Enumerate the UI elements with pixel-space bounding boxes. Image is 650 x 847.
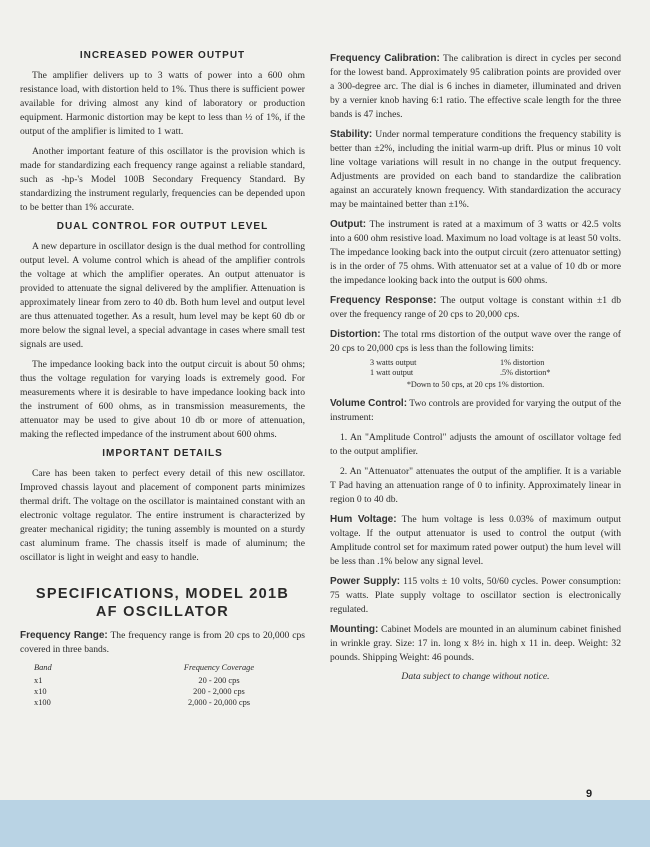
stability-label: Stability: bbox=[330, 129, 373, 140]
volume-control-item-2: 2. An "Attenuator" attenuates the output of the amplifier. It is a variable T Pad having an attenuation range of 0 to infinity. Approximately linear in region 0 to 40 db. bbox=[330, 466, 621, 505]
hum-voltage-text: The hum voltage is less 0.03% of maximum output voltage. If the output attenuator is used to control the output (with Amplitude control set for maximum rated power output) the hum level will be less than .1% below any signal level. bbox=[330, 514, 621, 567]
calibration-text: The calibration is direct in cycles per second for the lowest band. Approximately 95 calibration points are provided over a 300-degree arc. The dial is 6 inches in diameter, illuminated and driven by a vernier knob having 6:1 ratio. The effective scale length for the three bands is 47 inches. bbox=[330, 53, 621, 120]
calibration-spec bbox=[330, 52, 621, 122]
dual-control-paragraph-2: The impedance looking back into the output circuit is about 50 ohms; thus the voltage regulation for varying loads is extremely good. For measurements where it is desirable to have impedance looking back into the instrument of 600 ohms, as in transmission measurements, the attenuator may be used to give about 10 db or more of attenuation, making the reflected impedance of the instrument about 600 ohms. bbox=[20, 359, 305, 440]
frequency-response-text: The output voltage is constant within ±1 db over the frequency range of 20 cps to 20,000 cps. bbox=[330, 295, 621, 320]
distortion-value-cell: .5% distortion* bbox=[500, 368, 551, 377]
table-row bbox=[370, 358, 551, 368]
frequency-response-label: Frequency Response: bbox=[330, 295, 437, 306]
distortion-value-cell: 1% distortion bbox=[500, 358, 545, 367]
volume-control-item-1: 1. An "Amplitude Control" adjusts the amount of oscillator voltage fed to the output amplifier. bbox=[330, 432, 621, 457]
power-paragraph-1: The amplifier delivers up to 3 watts of power into a 600 ohm resistance load, with distortion held to 1%. Thus there is sufficient power available for driving almost any kind of laboratory or production equipment. Harmonic distortion may be kept to less than ½ of 1%, if the output of the amplifier is limited to 1 watt. bbox=[20, 70, 305, 137]
specifications-title bbox=[20, 585, 305, 621]
distortion-footnote: *Down to 50 cps, at 20 cps 1% distortion. bbox=[406, 380, 545, 389]
stability-text: Under normal temperature conditions the frequency stability is better than ±2%, including the initial warm-up drift. Plus or minus 10 volt line voltage variations will result in no change in the output frequency. Adjustments are provided on each band to standardize the calibration against an accurately known frequency. With standardization the accuracy may be maintained better than ±1%. bbox=[330, 129, 621, 210]
frequency-band-table bbox=[34, 663, 294, 708]
coverage-cell: 200 - 2,000 cps bbox=[193, 687, 245, 696]
distortion-text: The total rms distortion of the output wave over the range of 20 cps to 20,000 cps is less than the following limits: bbox=[330, 329, 621, 354]
distortion-table bbox=[370, 358, 551, 378]
change-notice: Data subject to change without notice. bbox=[401, 671, 550, 682]
hum-voltage-spec bbox=[330, 513, 621, 569]
band-cell: x10 bbox=[34, 687, 47, 696]
volume-control-spec bbox=[330, 397, 621, 425]
mounting-label: Mounting: bbox=[330, 624, 379, 635]
hum-voltage-label: Hum Voltage: bbox=[330, 514, 397, 525]
frequency-range-text: The frequency range is from 20 cps to 20,000 cps covered in three bands. bbox=[20, 630, 305, 655]
table-row bbox=[34, 697, 294, 708]
table-header-row bbox=[34, 663, 294, 675]
frequency-response-spec bbox=[330, 294, 621, 322]
band-cell: x1 bbox=[34, 676, 43, 685]
details-paragraph: Care has been taken to perfect every detail of this new oscillator. Improved chassis layout and placement of component parts minimizes thermal drift. The voltage on the oscillator is maintained constant with an electronic voltage regulator. The entire instrument is characterized by greater mechanical rigidity; the tuning assembly is mounted on a sturdy cast aluminum frame. The chassis itself is made of aluminum; the oscillator is light in weight and easy to handle. bbox=[20, 468, 305, 563]
coverage-column-header: Frequency Coverage bbox=[183, 663, 255, 672]
mounting-text: Cabinet Models are mounted in an aluminum cabinet finished in wrinkle gray. Size: 17 in. long x 8½ in. high x 11 in. deep. Weight: 32 pounds. Shipping Weight: 46 pounds. bbox=[330, 624, 621, 663]
specifications-title-line-1: SPECIFICATIONS, MODEL 201B bbox=[35, 586, 290, 602]
left-column bbox=[20, 44, 305, 708]
page-number: 9 bbox=[586, 788, 593, 800]
right-column bbox=[330, 52, 621, 682]
footer-band bbox=[0, 800, 650, 847]
output-spec bbox=[330, 218, 621, 288]
coverage-cell: 20 - 200 cps bbox=[198, 676, 240, 685]
stability-spec bbox=[330, 128, 621, 212]
output-label: Output: bbox=[330, 219, 367, 230]
mounting-spec bbox=[330, 623, 621, 665]
details-heading: IMPORTANT DETAILS bbox=[102, 448, 223, 459]
frequency-range-spec bbox=[20, 629, 305, 657]
volume-control-text: Two controls are provided for varying the output of the instrument: bbox=[330, 398, 621, 423]
power-level-cell: 1 watt output bbox=[370, 368, 414, 377]
calibration-label: Frequency Calibration: bbox=[330, 53, 440, 64]
volume-control-label: Volume Control: bbox=[330, 398, 408, 409]
power-supply-spec bbox=[330, 575, 621, 617]
power-supply-label: Power Supply: bbox=[330, 576, 401, 587]
power-paragraph-2: Another important feature of this oscillator is the provision which is made for standardizing each frequency range against a reliable standard, such as -hp-'s Model 100B Secondary Frequency Standard. By standardizing the instrument regularly, frequencies can be depended upon to be better than 1% accurate. bbox=[20, 146, 305, 213]
band-cell: x100 bbox=[34, 698, 51, 707]
table-row bbox=[370, 368, 551, 378]
distortion-spec bbox=[330, 328, 621, 356]
table-row bbox=[34, 686, 294, 697]
power-heading: INCREASED POWER OUTPUT bbox=[79, 50, 246, 61]
dual-control-paragraph-1: A new departure in oscillator design is the dual method for controlling output level. A volume control which is ahead of the amplifier controls the voltage at which the amplifier operates. An output attenuator is provided to attenuate the signal delivered by the amplifier. Attenuation is approximately linear from zero to 40 db. Both hum level and output level are thus attenuated together. As a result, hum level may be kept 60 db or more below the signal level, a special advantage in cases where small test signals are used. bbox=[20, 241, 305, 350]
specifications-title-line-2: AF OSCILLATOR bbox=[95, 604, 230, 620]
coverage-cell: 2,000 - 20,000 cps bbox=[187, 698, 251, 707]
frequency-range-label: Frequency Range: bbox=[20, 630, 108, 641]
power-level-cell: 3 watts output bbox=[370, 358, 417, 367]
output-text: The instrument is rated at a maximum of 3 watts or 42.5 volts into a 600 ohm resistive load. Maximum no load voltage is at least 50 volts. The impedance looking back into the output circuit (zero attenuator setting) is in the order of 75 ohms. With attenuator set at a value of 10 db or more the impedance looking back into the output is 600 ohms. bbox=[330, 219, 621, 286]
dual-control-heading: DUAL CONTROL FOR OUTPUT LEVEL bbox=[56, 221, 269, 232]
band-column-header: Band bbox=[34, 663, 52, 672]
table-row bbox=[34, 675, 294, 686]
power-supply-text: 115 volts ± 10 volts, 50/60 cycles. Power consumption: 75 watts. Plate supply voltage to oscillator section is electronically regulated. bbox=[330, 576, 621, 615]
distortion-label: Distortion: bbox=[330, 329, 381, 340]
